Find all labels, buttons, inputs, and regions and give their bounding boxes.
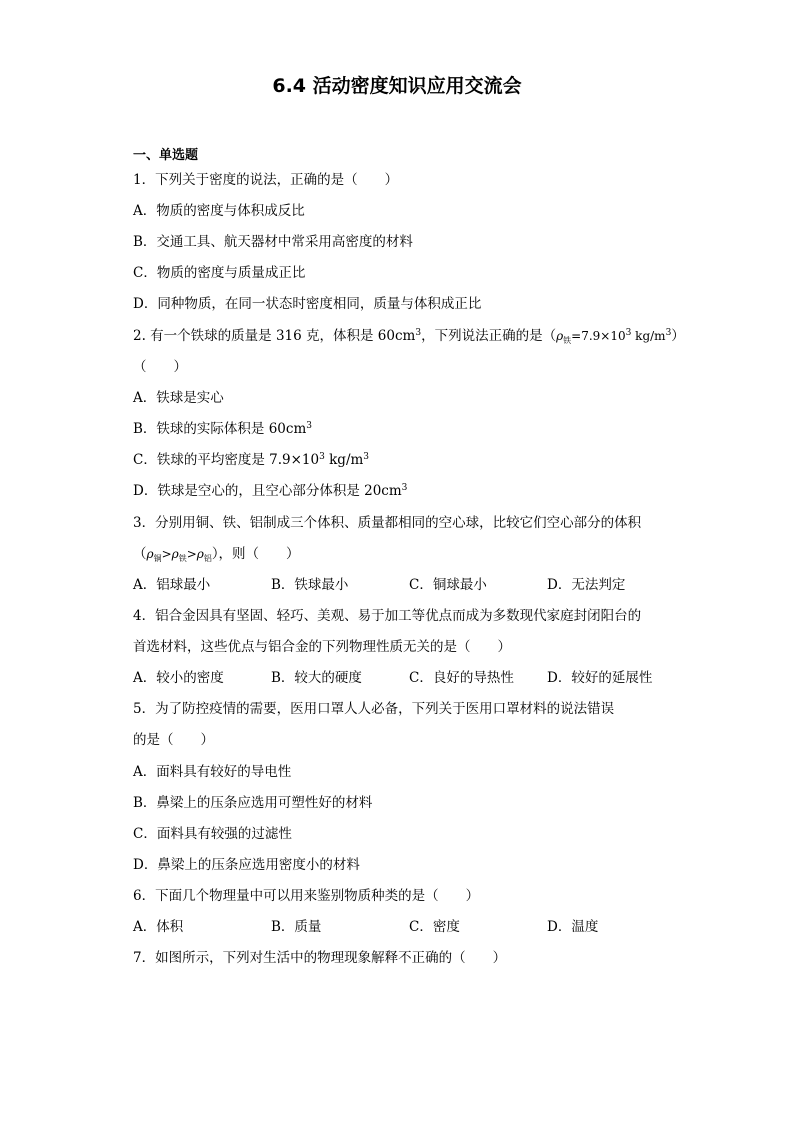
- q3-cond-open: （: [133, 546, 147, 562]
- question-3-option-c: C．铜球最小: [409, 577, 487, 593]
- question-1-option-c: C．物质的密度与质量成正比: [133, 265, 306, 281]
- question-6-option-d: D．温度: [547, 919, 599, 935]
- q2-c-text: C．铁球的平均密度是 7.9×10: [133, 452, 320, 468]
- q2-c-sup: 3: [319, 452, 325, 462]
- question-4-options: [133, 669, 673, 687]
- rho-value: =7.9×10: [571, 329, 626, 343]
- question-2-option-d: [133, 482, 407, 500]
- question-1-option-b: B．交通工具、航天器材中常采用高密度的材料: [133, 234, 413, 250]
- q2-b-text: B．铁球的实际体积是 60cm: [133, 421, 307, 437]
- question-3-option-d: D．无法判定: [547, 577, 626, 593]
- question-2-option-b: [133, 420, 312, 438]
- question-5-option-c: C．面料具有较强的过滤性: [133, 826, 292, 842]
- q2-b-sup: 3: [306, 421, 312, 431]
- question-3-condition: [133, 545, 300, 563]
- question-4-stem-line-2: 首选材料，这些优点与铝合金的下列物理性质无关的是（ ）: [133, 639, 511, 655]
- rho-iron: ρ: [171, 547, 179, 561]
- q2-c-unit: kg/m: [324, 452, 364, 468]
- question-2-option-c: [133, 451, 369, 469]
- question-6-option-c: C．密度: [409, 919, 460, 935]
- question-6-stem: 6．下面几个物理量中可以用来鉴别物质种类的是（ ）: [133, 888, 480, 904]
- question-2-stem: [133, 327, 685, 345]
- rho-unit: kg/m: [631, 329, 666, 343]
- question-7-stem: 7．如图所示，下列对生活中的物理现象解释不正确的（ ）: [133, 950, 507, 966]
- gt-2: >: [186, 547, 197, 561]
- question-4-option-b: B．较大的硬度: [271, 670, 362, 686]
- question-4-option-d: D．较好的延展性: [547, 670, 653, 686]
- q2-stem-mid: ，下列说法正确的是（: [421, 328, 557, 344]
- density-comparison: [147, 547, 212, 561]
- question-1-option-a: A．物质的密度与体积成反比: [133, 203, 305, 219]
- question-1-stem: 1．下列关于密度的说法，正确的是（ ）: [133, 172, 399, 188]
- question-2-answer-paren: （ ）: [133, 359, 187, 375]
- gt-1: >: [161, 547, 172, 561]
- question-4-option-c: C．良好的导热性: [409, 670, 514, 686]
- sub-copper: 铜: [153, 554, 162, 563]
- question-1-option-d: D．同种物质，在同一状态时密度相同，质量与体积成正比: [133, 296, 482, 312]
- question-6-options: [133, 918, 673, 936]
- sub-iron: 铁: [178, 554, 187, 563]
- question-5-stem-line-2: 的是（ ）: [133, 732, 214, 748]
- question-5-option-d: D．鼻梁上的压条应选用密度小的材料: [133, 857, 360, 873]
- q2-stem-pre: 2. 有一个铁球的质量是 316 克，体积是 60cm: [133, 328, 416, 344]
- q2-c-unit-sup: 3: [363, 452, 370, 462]
- sub-aluminum: 铝: [203, 554, 212, 563]
- question-3-stem: 3．分别用铜、铁、铝制成三个体积、质量都相同的空心球，比较它们空心部分的体积: [133, 515, 642, 531]
- question-3-option-b: B．铁球最小: [271, 577, 349, 593]
- question-6-option-b: B．质量: [271, 919, 322, 935]
- q3-cond-close: ），则（ ）: [211, 546, 300, 562]
- question-5-stem-line-1: 5．为了防控疫情的需要，医用口罩人人必备，下列关于医用口罩材料的说法错误: [133, 701, 615, 717]
- question-5-option-b: B．鼻梁上的压条应选用可塑性好的材料: [133, 795, 373, 811]
- q2-d-sup: 3: [401, 483, 408, 493]
- rho-aluminum: ρ: [196, 547, 204, 561]
- question-6-option-a: A．体积: [133, 919, 184, 935]
- question-4-option-a: A．较小的密度: [133, 670, 224, 686]
- rho-copper: ρ: [146, 547, 154, 561]
- page-title: 6.4 活动密度知识应用交流会: [272, 75, 522, 97]
- rho-unit-exponent: 3: [665, 328, 672, 338]
- rho-symbol: ρ: [556, 329, 564, 343]
- question-3-options: [133, 576, 673, 594]
- q2-d-text: D．铁球是空心的，且空心部分体积是 20cm: [133, 483, 402, 499]
- question-2-option-a: A．铁球是实心: [133, 390, 224, 406]
- question-5-option-a: A．面料具有较好的导电性: [133, 764, 292, 780]
- q2-stem-sup: 3: [415, 328, 422, 338]
- question-4-stem-line-1: 4．铝合金因具有坚固、轻巧、美观、易于加工等优点而成为多数现代家庭封闭阳台的: [133, 608, 642, 624]
- question-3-option-a: A．铝球最小: [133, 577, 211, 593]
- q2-stem-close: ）: [671, 328, 685, 344]
- section-heading: 一、单选题: [133, 148, 199, 163]
- rho-subscript: 铁: [563, 336, 572, 345]
- iron-density-formula: [556, 329, 671, 343]
- rho-exponent: 3: [625, 328, 632, 338]
